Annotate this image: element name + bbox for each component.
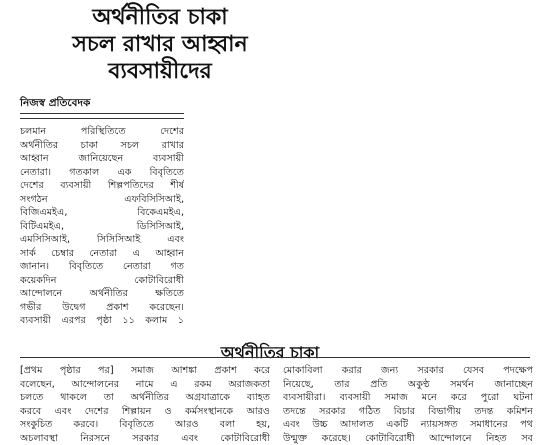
body-line: বিজিএমইএ, বিকেএমইএ,: [20, 206, 184, 220]
continuation-line: নিয়েছে, তার প্রতি অকুণ্ঠ সমর্থন জানাচ্ছেন: [283, 378, 533, 392]
body-line: সার্ক চেম্বার নেতারা এ আহ্বান: [20, 247, 184, 261]
headline-line-1: অর্থনীতির চাকা: [0, 4, 320, 31]
continuation-column-right: [283, 364, 533, 445]
continuation-line: উন্মুক্ত করেছে। কোটাবিরোধী আন্দোলনে নিহত সব: [283, 432, 533, 445]
continuation-line: [প্রথম পৃষ্ঠার পর] সমাজ আশঙ্কা প্রকাশ করে: [20, 364, 270, 378]
continuation-divider: [20, 357, 530, 358]
continuation-line: এবং উচ্চ আদালত একটি ন্যায়সঙ্গত সমাধানের পথ: [283, 418, 533, 432]
body-line: আন্দোলনে অর্থনীতির ক্ষতিতে: [20, 287, 184, 301]
continuation-line: করবে এবং দেশের শিল্পায়ন ও কর্মসংস্থানকে আরও: [20, 405, 270, 419]
article-headline: [0, 4, 320, 85]
byline: নিজস্ব প্রতিবেদক: [20, 96, 90, 113]
continued-reference: ব্যবসায়ী এরপর পৃষ্ঠা ১১ কলাম ১: [20, 314, 184, 328]
body-line: আহ্বান জানিয়েছেন ব্যবসায়ী: [20, 152, 184, 166]
body-line: সংগঠন এফবিসিসিআই,: [20, 193, 184, 207]
body-line: চলমান পরিস্থিতিতে দেশের: [20, 125, 184, 139]
byline-divider-top: [20, 113, 184, 114]
body-line: অর্থনীতির চাকা সচল রাখার: [20, 139, 184, 153]
continuation-line: অচলাবস্থা নিরসনে সরকার এবং কোটাবিরোধী: [20, 432, 270, 445]
body-line: এমসিসিআই, সিসিসিআই এবং: [20, 233, 184, 247]
byline-divider-bottom: [20, 118, 184, 119]
body-line: কয়েকদিন কোটাবিরোধী: [20, 274, 184, 288]
continuation-line: সংকুচিত করবে। বিবৃতিতে আরও বলা হয়,: [20, 418, 270, 432]
continuation-line: মোকাবিলা করার জন্য সরকার যেসব পদক্ষেপ: [283, 364, 533, 378]
body-line: গভীর উদ্বেগ প্রকাশ করেছেন।: [20, 301, 184, 315]
continuation-line: তদন্তে সরকার গঠিত বিচার বিভাগীয় তদন্ত কমিশন: [283, 405, 533, 419]
continuation-column-left: [20, 364, 270, 445]
body-line: জানান। বিবৃতিতে নেতারা গত: [20, 260, 184, 274]
article-body: [20, 125, 184, 328]
body-line: দেশের ব্যবসায়ী শিল্পপতিদের শীর্ষ: [20, 179, 184, 193]
continuation-line: বলেছেন, আন্দোলনের নামে এ রকম অরাজকতা: [20, 378, 270, 392]
body-line: বিটিএমইএ, ডিসিসিআই,: [20, 220, 184, 234]
headline-line-3: ব্যবসায়ীদের: [0, 58, 320, 85]
body-line: নেতারা। গতকাল এক বিবৃতিতে: [20, 166, 184, 180]
continuation-heading: অর্থনীতির চাকা: [120, 340, 420, 367]
headline-line-2: সচল রাখার আহ্বান: [0, 31, 320, 58]
continuation-line: ব্যবসায়ীরা। ব্যবসায়ী সমাজ মনে করে পুরো ঘটনা: [283, 391, 533, 405]
continuation-line: চলতে থাকলে তা অর্থনীতির অগ্রযাত্রাকে ব্যাহত: [20, 391, 270, 405]
